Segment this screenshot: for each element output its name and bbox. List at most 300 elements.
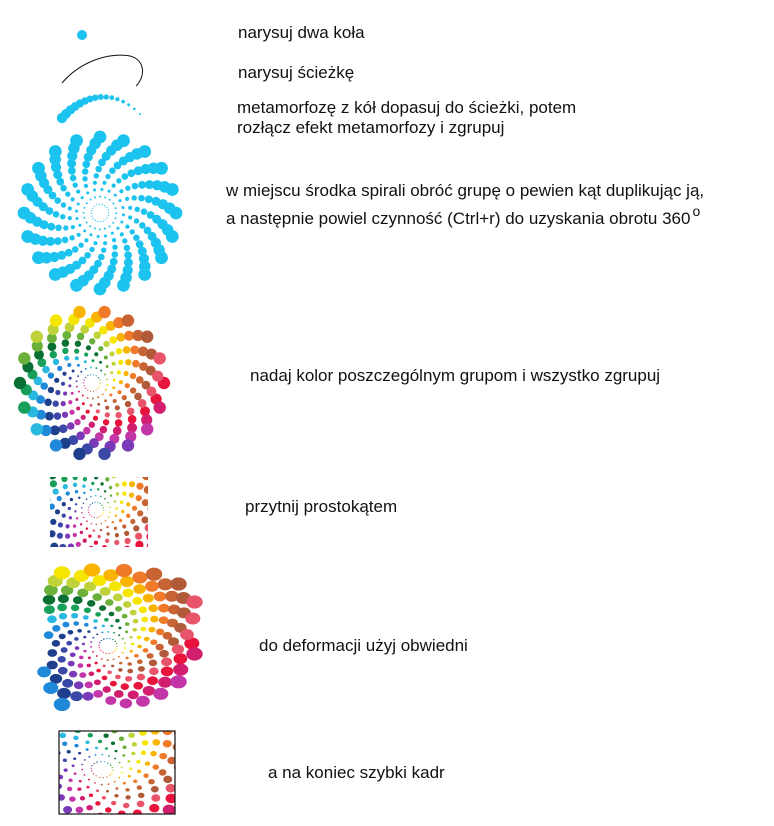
deformed-dot xyxy=(113,658,115,660)
spiral-dot xyxy=(136,495,142,501)
framed-dot xyxy=(67,750,71,754)
spiral-dot xyxy=(100,482,103,485)
spiral-dot xyxy=(88,512,89,513)
framed-dot xyxy=(32,771,41,779)
framed-dot xyxy=(12,799,27,812)
spiral-dot xyxy=(100,383,101,384)
deformed-dot xyxy=(130,610,137,616)
spiral-dot xyxy=(90,504,91,505)
framed-dot xyxy=(86,748,89,751)
spiral-dot xyxy=(76,386,78,388)
framed-dot xyxy=(143,773,148,777)
spiral-dot xyxy=(84,380,85,381)
framed-dot xyxy=(120,710,130,719)
spiral-dot xyxy=(89,233,92,236)
spiral-dot xyxy=(50,439,62,451)
deformed-dot xyxy=(101,632,103,634)
deformed-dot xyxy=(158,604,169,613)
deformed-dot xyxy=(92,637,94,639)
spiral-dot xyxy=(92,503,93,504)
spiral-dot xyxy=(135,207,140,212)
spiral-dot xyxy=(67,363,71,367)
spiral-dot xyxy=(148,505,156,513)
deformed-dot xyxy=(62,679,73,688)
spiral-dot xyxy=(73,448,85,460)
spiral-dot xyxy=(71,225,75,229)
spiral-dot xyxy=(75,217,78,220)
spiral-dot xyxy=(56,555,65,564)
framed-dot xyxy=(98,740,102,744)
framed-dot xyxy=(11,753,23,763)
framed-dot xyxy=(106,790,109,793)
spiral-dot xyxy=(121,510,124,513)
spiral-dot xyxy=(106,532,109,535)
spiral-dot xyxy=(75,356,79,360)
spiral-dot xyxy=(105,219,106,220)
spiral-dot xyxy=(142,499,149,506)
spiral-dot xyxy=(70,279,83,292)
blend-dot xyxy=(121,100,125,104)
deformed-dot xyxy=(122,652,124,654)
spiral-dot xyxy=(64,356,69,361)
deformed-dot xyxy=(124,647,126,649)
spiral-dot xyxy=(88,534,91,537)
framed-dot xyxy=(121,772,123,774)
deformed-dot xyxy=(59,613,67,620)
framed-dot xyxy=(31,784,41,793)
spiral-dot xyxy=(95,495,97,497)
spiral-dot xyxy=(106,384,108,386)
spiral-dot xyxy=(98,535,101,538)
framed-dot xyxy=(196,775,211,788)
spiral-dot xyxy=(46,554,56,564)
spiral-dot xyxy=(65,191,70,196)
spiral-dot xyxy=(104,234,107,237)
framed-dot xyxy=(109,775,110,776)
spiral-dot xyxy=(80,371,82,373)
framed-dot xyxy=(10,707,24,719)
framed-dot xyxy=(112,770,113,771)
spiral-dot xyxy=(141,423,153,435)
framed-dot xyxy=(20,742,30,751)
deformed-dot xyxy=(134,654,139,658)
spiral-dot xyxy=(68,507,71,510)
spiral-dot xyxy=(114,540,119,545)
spiral-dot xyxy=(117,390,121,394)
spiral-dot xyxy=(18,352,30,364)
framed-dot xyxy=(79,780,82,783)
spiral-dot xyxy=(67,422,75,430)
spiral-dot xyxy=(69,235,74,240)
framed-dot xyxy=(123,782,126,785)
deformed-dot xyxy=(156,644,164,651)
spiral-dot xyxy=(100,370,102,372)
spiral-dot xyxy=(108,215,109,216)
framed-dot xyxy=(62,742,67,746)
spiral-dot xyxy=(82,168,89,175)
spiral-dot xyxy=(109,167,116,174)
spiral-dot xyxy=(73,533,77,537)
deformed-dot xyxy=(124,642,126,644)
framed-dot xyxy=(122,754,125,757)
spiral-dot xyxy=(68,384,71,387)
deformed-dot xyxy=(83,636,86,639)
deformed-dot xyxy=(143,686,155,696)
spiral-dot xyxy=(48,342,57,351)
deformed-dot xyxy=(116,648,118,649)
spiral-dot xyxy=(112,238,116,242)
spiral-dot xyxy=(83,539,87,543)
spiral-dot xyxy=(82,484,85,487)
framed-dot xyxy=(114,794,118,798)
spiral-dot xyxy=(74,553,81,560)
deformed-dot xyxy=(84,607,91,613)
deformed-dot xyxy=(174,653,188,664)
spiral-dot xyxy=(35,458,46,469)
deformed-dot xyxy=(105,653,107,654)
framed-dot xyxy=(35,798,47,808)
deformed-dot xyxy=(94,662,97,665)
spiral-dot xyxy=(18,401,30,413)
spiral-dot xyxy=(123,346,131,354)
deformed-dot xyxy=(83,615,89,620)
spiral-dot xyxy=(130,229,135,234)
spiral-dot xyxy=(98,254,105,261)
spiral-dot xyxy=(112,362,116,366)
spiral-dot xyxy=(102,393,104,395)
deformed-dot xyxy=(96,634,98,636)
spiral-dot xyxy=(23,480,34,491)
spiral-dot xyxy=(156,520,166,530)
spiral-dot xyxy=(62,372,66,376)
framed-dot xyxy=(106,777,107,778)
spiral-dot xyxy=(74,467,80,473)
framed-dot xyxy=(69,796,76,801)
framed-dot xyxy=(202,746,217,759)
spiral-dot xyxy=(94,228,96,230)
spiral-dot xyxy=(69,377,72,380)
spiral-dot xyxy=(94,196,96,198)
spiral-dot xyxy=(137,510,143,516)
spiral-dot xyxy=(111,232,114,235)
spiral-dot xyxy=(94,502,95,503)
spiral-dot xyxy=(65,533,70,538)
spiral-dot xyxy=(128,206,132,210)
deformed-dot xyxy=(133,619,139,624)
spiral-dot xyxy=(103,241,107,245)
spiral-dot xyxy=(99,385,100,386)
spiral-dot xyxy=(112,245,117,250)
framed-dot xyxy=(128,732,135,737)
spiral-dot xyxy=(49,471,57,479)
framed-dot xyxy=(0,772,8,785)
spiral-dot xyxy=(125,401,131,407)
framed-dot xyxy=(132,742,137,746)
deformed-dot xyxy=(116,564,133,577)
framed-dot xyxy=(178,770,190,780)
spiral-dot xyxy=(141,331,153,343)
framed-dot xyxy=(105,807,112,812)
deformed-dot xyxy=(58,656,66,663)
spiral-dot xyxy=(117,279,130,292)
spiral-dot xyxy=(43,496,50,503)
spiral-dot xyxy=(82,160,90,168)
spiral-dot xyxy=(91,556,98,563)
framed-dot xyxy=(94,754,96,756)
spiral-dot xyxy=(95,367,97,369)
framed-dot xyxy=(127,760,130,763)
framed-dot xyxy=(104,761,105,762)
spiral-dot xyxy=(90,367,92,369)
spiral-dot xyxy=(128,215,132,219)
spiral-dot xyxy=(85,470,90,475)
spiral-dot xyxy=(91,482,94,485)
spiral-dot xyxy=(51,452,61,462)
spiral-dot xyxy=(87,397,89,399)
deformed-dot xyxy=(87,630,90,633)
step-5-text: nadaj kolor poszczególnym grupom i wszystko zgrupuj xyxy=(250,366,661,385)
spiral-dot xyxy=(129,492,134,497)
spiral-dot xyxy=(86,191,89,194)
spiral-dot xyxy=(99,196,101,198)
framed-dot xyxy=(94,782,96,784)
spiral-dot xyxy=(105,389,107,391)
spiral-dot xyxy=(48,387,54,393)
spiral-dot xyxy=(94,517,95,518)
framed-dot xyxy=(85,713,94,721)
spiral-dot xyxy=(113,379,116,382)
framed-dot xyxy=(144,716,154,725)
spiral-dot xyxy=(97,396,99,398)
framed-dot xyxy=(0,716,8,729)
framed-dot xyxy=(162,700,176,712)
spiral-dot xyxy=(109,394,112,397)
framed-dot xyxy=(80,796,85,800)
spiral-dot xyxy=(104,498,106,500)
spiral-dot xyxy=(97,551,103,557)
spiral-dot xyxy=(119,199,122,202)
deformed-dot xyxy=(99,647,101,648)
spiral-dot xyxy=(88,507,89,508)
spiral-dot xyxy=(112,184,116,188)
spiral-dot xyxy=(93,241,97,245)
spiral-dot xyxy=(104,205,105,206)
framed-dot xyxy=(69,778,73,782)
spiral-dot xyxy=(120,220,123,223)
framed-dot xyxy=(93,763,94,764)
spiral-dot xyxy=(121,553,129,561)
spiral-dot xyxy=(77,202,80,205)
spiral-dot xyxy=(162,504,173,515)
spiral-dot xyxy=(91,210,92,211)
framed-dot xyxy=(103,777,104,778)
spiral-dot xyxy=(39,488,47,496)
spiral-dot xyxy=(117,134,130,147)
spiral-dot xyxy=(54,197,61,204)
framed-dot xyxy=(114,750,117,753)
spiral-dot xyxy=(26,490,36,500)
spiral-dot xyxy=(111,521,113,523)
spiral-dot xyxy=(119,380,123,384)
deformed-dot xyxy=(105,696,116,705)
framed-dot xyxy=(180,791,194,803)
spiral-dot xyxy=(89,338,95,344)
framed-dot xyxy=(95,747,98,750)
spiral-dot xyxy=(36,507,44,515)
spiral-dot xyxy=(138,399,147,408)
spiral-dot xyxy=(62,339,70,347)
spiral-dot xyxy=(49,145,62,158)
framed-dot xyxy=(0,729,11,741)
spiral-dot xyxy=(94,283,107,296)
spiral-dot xyxy=(86,527,88,529)
spiral-dot xyxy=(109,486,112,489)
deformed-dot xyxy=(99,642,101,643)
framed-dot xyxy=(75,700,87,710)
spiral-dot xyxy=(107,190,110,193)
deformed-dot xyxy=(99,605,106,611)
spiral-dot xyxy=(73,483,77,487)
spiral-dot xyxy=(104,399,107,402)
step-3-text xyxy=(237,98,576,138)
spiral-dot xyxy=(94,173,99,178)
deformed-dot xyxy=(127,662,132,666)
deformed-dot xyxy=(118,656,120,658)
framed-dot xyxy=(110,818,119,826)
framed-dot xyxy=(123,803,130,808)
spiral-dot xyxy=(151,490,160,499)
framed-dot xyxy=(185,731,198,742)
framed-dot xyxy=(21,790,34,801)
framed-dot xyxy=(59,817,71,826)
framed-dot xyxy=(181,748,193,758)
spiral-dot xyxy=(71,197,75,201)
framed-dot xyxy=(115,787,118,790)
spiral-dot xyxy=(145,524,153,532)
spiral-dot xyxy=(125,225,129,229)
spiral-dot xyxy=(62,348,68,354)
spiral-dot xyxy=(62,502,66,506)
deformed-dot xyxy=(136,696,150,707)
framed-dot xyxy=(139,729,147,735)
deformed-dot xyxy=(103,639,105,640)
spiral-dot xyxy=(53,211,60,218)
spiral-dot xyxy=(100,221,101,222)
spiral-dot xyxy=(126,514,130,518)
spiral-dot xyxy=(93,416,98,421)
spiral-dot xyxy=(135,541,143,549)
cropped-spiral-figure xyxy=(18,434,173,587)
step-1-text: narysuj dwa koła xyxy=(238,23,365,42)
framed-dot xyxy=(63,758,67,762)
spiral-dot xyxy=(50,314,62,326)
framed-dot xyxy=(152,739,160,745)
spiral-dot xyxy=(98,469,103,474)
spiral-dot xyxy=(147,387,157,397)
spiral-dot xyxy=(152,371,163,382)
spiral-dot xyxy=(89,514,90,515)
spiral-dot xyxy=(98,377,99,378)
spiral-dot xyxy=(75,210,78,213)
deformed-dot xyxy=(148,604,158,612)
deformed-dot xyxy=(84,563,101,576)
framed-dot xyxy=(91,770,92,771)
step-4-line-1: w miejscu środka spirali obróć grupę o pewien kąt duplikując ją, xyxy=(226,181,705,200)
spiral-dot xyxy=(136,456,146,466)
deformed-dot xyxy=(66,641,72,646)
framed-dot xyxy=(81,764,83,766)
deformed-dot xyxy=(82,643,85,646)
framed-dot xyxy=(144,814,156,824)
framed-dot xyxy=(6,766,19,777)
framed-dot xyxy=(74,772,77,775)
spiral-dot xyxy=(132,195,137,200)
spiral-dot xyxy=(69,516,72,519)
deformed-dot xyxy=(47,615,57,623)
spiral-dot xyxy=(115,533,119,537)
framed-dot xyxy=(73,818,83,826)
spiral-dot xyxy=(120,501,123,504)
framed-dot xyxy=(136,760,140,764)
deformed-dot xyxy=(149,660,157,667)
spiral-dot xyxy=(31,499,40,508)
framed-dot xyxy=(28,807,42,819)
spiral-dot xyxy=(128,415,137,424)
path-curve-figure xyxy=(62,55,143,86)
blend-dot xyxy=(127,103,130,106)
deformed-dot xyxy=(87,600,95,607)
deformed-dot xyxy=(185,612,200,624)
spiral-dot xyxy=(83,502,85,504)
spiral-dot xyxy=(130,519,135,524)
deformed-dot xyxy=(116,646,118,647)
spiral-dot xyxy=(108,516,110,518)
spiral-dot xyxy=(81,415,86,420)
deformed-dot xyxy=(57,604,67,612)
spiral-dot xyxy=(94,541,98,545)
deformed-dot xyxy=(145,581,159,592)
deformed-dot xyxy=(141,617,148,623)
spiral-dot xyxy=(106,526,108,528)
spiral-dot xyxy=(150,475,160,485)
deformed-dot xyxy=(150,616,158,623)
framed-dot xyxy=(111,773,112,774)
deformed-dot xyxy=(95,612,101,617)
spiral-dot xyxy=(91,216,92,217)
spiral-dot xyxy=(48,530,55,537)
spiral-dot xyxy=(117,370,121,374)
spiral-dot xyxy=(115,405,120,410)
spiral-dot xyxy=(49,504,55,510)
spiral-dot xyxy=(89,463,95,469)
step-2-text: narysuj ścieżkę xyxy=(238,63,355,82)
framed-dot xyxy=(55,751,60,755)
spiral-dot xyxy=(95,166,102,173)
spiral-dot xyxy=(104,490,106,492)
spiral-dot xyxy=(90,404,93,407)
deformed-dot xyxy=(180,629,194,640)
deformed-dot xyxy=(129,636,132,639)
framed-dot xyxy=(78,720,86,726)
deformed-dot xyxy=(70,691,82,701)
spiral-dot xyxy=(76,190,80,194)
deformed-dot xyxy=(114,690,124,698)
framed-dot xyxy=(163,740,172,748)
framed-dot xyxy=(6,782,20,794)
step-3-line-1: metamorfozę z kół dopasuj do ścieżki, potem xyxy=(237,98,577,117)
spiral-dot xyxy=(110,258,118,266)
spiral-dot xyxy=(122,314,134,326)
